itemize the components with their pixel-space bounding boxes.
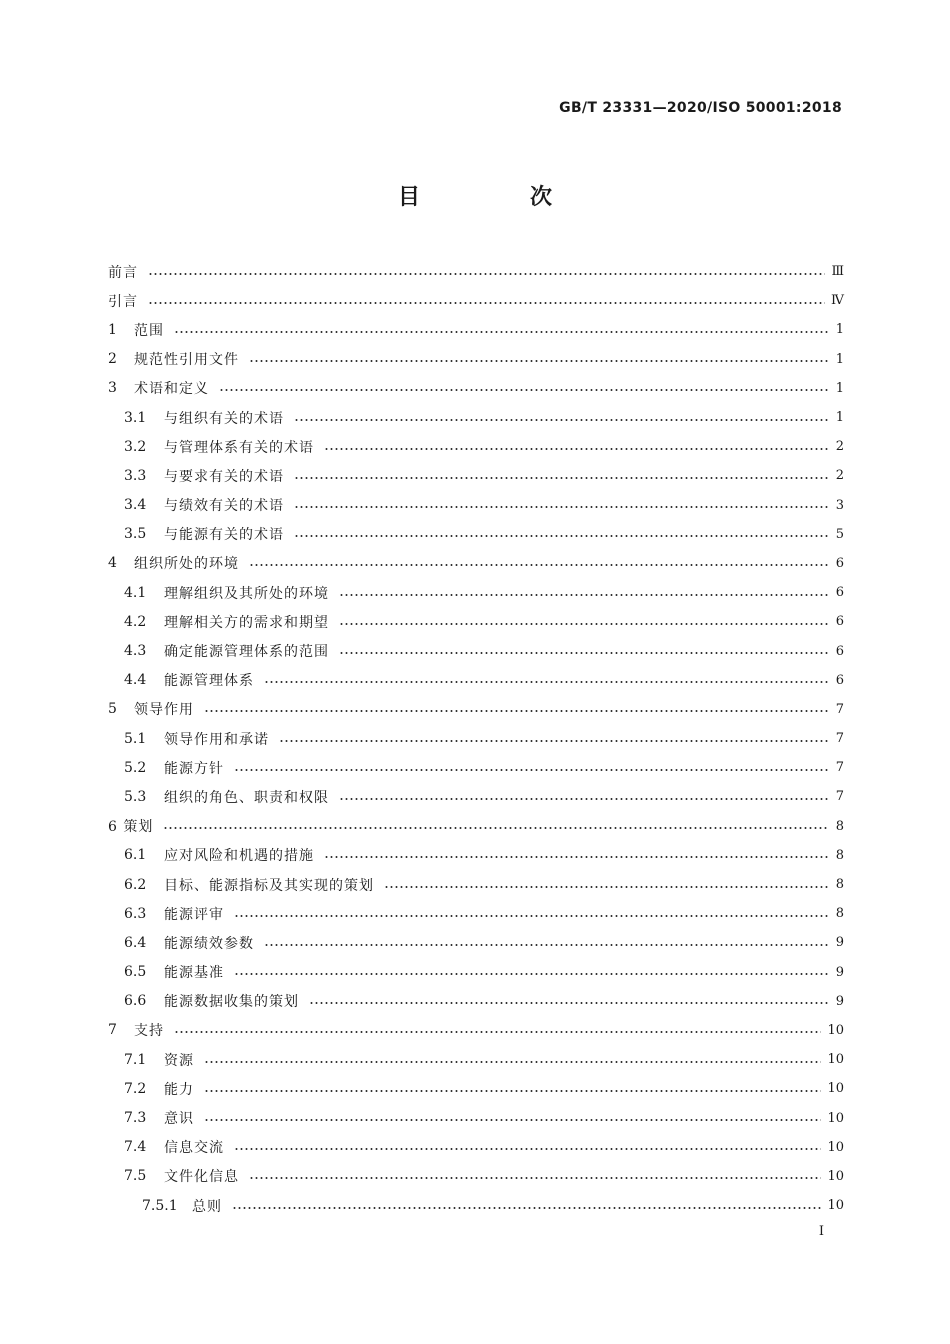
- toc-entry-label: 支持: [134, 1023, 164, 1040]
- toc-entry-page: Ⅳ: [831, 293, 844, 309]
- toc-entry[interactable]: [108, 958, 844, 987]
- toc-entry[interactable]: [108, 1133, 844, 1162]
- toc-dot-leader: [309, 1002, 828, 1004]
- toc-entry-number: 4.1: [124, 584, 147, 601]
- toc-dot-leader: [294, 535, 828, 537]
- toc-dot-leader: [324, 448, 828, 450]
- toc-entry[interactable]: [108, 899, 844, 928]
- toc-entry-number: 6.2: [124, 876, 147, 893]
- toc-dot-leader: [249, 360, 828, 362]
- toc-entry-page: 5: [835, 526, 844, 542]
- toc-dot-leader: [339, 623, 828, 625]
- toc-entry-label: 范围: [134, 322, 164, 339]
- toc-entry-number: 4.4: [124, 672, 147, 689]
- toc-entry-number: 3: [108, 380, 117, 397]
- toc-dot-leader: [339, 594, 828, 596]
- toc-entry[interactable]: [108, 520, 844, 549]
- toc-entry[interactable]: [108, 695, 844, 724]
- toc-entry-label: 规范性引用文件: [134, 352, 239, 369]
- toc-entry-number: 6.5: [124, 964, 147, 981]
- toc-entry-number: 2: [108, 351, 117, 368]
- toc-entry[interactable]: [108, 841, 844, 870]
- toc-entry-page: 3: [835, 497, 844, 513]
- toc-entry-label: 与管理体系有关的术语: [164, 439, 314, 456]
- toc-entry-page: 6: [835, 614, 844, 630]
- toc-entry-label: 与组织有关的术语: [164, 410, 284, 427]
- toc-entry[interactable]: [108, 1191, 844, 1220]
- page-title: 目 次: [397, 185, 596, 210]
- toc-entry-page: 6: [835, 555, 844, 571]
- toc-entry-label: 能源评审: [164, 906, 224, 923]
- toc-dot-leader: [264, 681, 828, 683]
- toc-dot-leader: [204, 1090, 821, 1092]
- toc-dot-leader: [234, 973, 828, 975]
- toc-entry[interactable]: [108, 753, 844, 782]
- toc-entry-page: 8: [835, 847, 844, 863]
- toc-entry[interactable]: [108, 928, 844, 957]
- toc-entry-label: 意识: [164, 1111, 194, 1128]
- toc-entry[interactable]: [108, 286, 844, 315]
- toc-entry[interactable]: [108, 257, 844, 286]
- toc-entry[interactable]: [108, 870, 844, 899]
- toc-entry-number: 4: [108, 555, 117, 572]
- toc-entry-number: 6.1: [124, 847, 147, 864]
- toc-entry[interactable]: [108, 1103, 844, 1132]
- toc-dot-leader: [204, 1061, 821, 1063]
- toc-entry-page: 6: [835, 585, 844, 601]
- toc-dot-leader: [234, 769, 828, 771]
- toc-entry-label: 领导作用: [134, 702, 194, 719]
- toc-entry-number: 7.5.1: [142, 1197, 178, 1214]
- toc-entry-label: 能源绩效参数: [164, 935, 254, 952]
- toc-entry-page: 1: [835, 322, 844, 338]
- toc-entry-label: 前言: [108, 264, 138, 281]
- toc-entry[interactable]: [108, 461, 844, 490]
- toc-dot-leader: [294, 506, 828, 508]
- toc-entry-label: 与能源有关的术语: [164, 527, 284, 544]
- toc-entry[interactable]: [108, 491, 844, 520]
- toc-entry-page: 7: [835, 731, 844, 747]
- toc-entry-page: 9: [835, 964, 844, 980]
- toc-entry-label: 理解相关方的需求和期望: [164, 614, 329, 631]
- toc-entry[interactable]: [108, 782, 844, 811]
- toc-dot-leader: [232, 1207, 821, 1209]
- toc-entry-label: 组织的角色、职责和权限: [164, 789, 329, 806]
- toc-entry-number: 7.3: [124, 1110, 147, 1127]
- toc-entry-label: 能源方针: [164, 760, 224, 777]
- toc-entry-page: 6: [835, 643, 844, 659]
- toc-entry-page: 9: [835, 993, 844, 1009]
- toc-entry[interactable]: [108, 666, 844, 695]
- toc-entry-page: 2: [835, 439, 844, 455]
- toc-entry[interactable]: [108, 403, 844, 432]
- toc-dot-leader: [174, 331, 828, 333]
- toc-entry-page: 7: [835, 789, 844, 805]
- toc-entry-page: 6: [835, 672, 844, 688]
- toc-entry-page: 1: [835, 351, 844, 367]
- toc-entry-number: 4.3: [124, 643, 147, 660]
- toc-entry[interactable]: [108, 1162, 844, 1191]
- toc-entry-page: 7: [835, 701, 844, 717]
- toc-entry[interactable]: [108, 987, 844, 1016]
- toc-entry-number: 4.2: [124, 613, 147, 630]
- toc-entry-page: 10: [827, 1052, 844, 1068]
- toc-entry-number: 3.5: [124, 526, 147, 543]
- toc-entry-label: 确定能源管理体系的范围: [164, 644, 329, 661]
- toc-dot-leader: [324, 856, 828, 858]
- toc-entry-label: 6 策划: [108, 819, 154, 836]
- toc-dot-leader: [249, 1177, 821, 1179]
- toc-entry[interactable]: [108, 1045, 844, 1074]
- toc-entry-label: 应对风险和机遇的措施: [164, 848, 314, 865]
- toc-dot-leader: [264, 944, 828, 946]
- toc-entry-label: 术语和定义: [134, 381, 209, 398]
- toc-entry-label: 能源数据收集的策划: [164, 994, 299, 1011]
- toc-entry-number: 1: [108, 321, 117, 338]
- toc-entry-page: 10: [827, 1110, 844, 1126]
- toc-dot-leader: [234, 1148, 821, 1150]
- toc-entry-page: 2: [835, 468, 844, 484]
- toc-dot-leader: [148, 273, 825, 275]
- toc-entry-number: 3.1: [124, 409, 147, 426]
- toc-entry-label: 与要求有关的术语: [164, 468, 284, 485]
- toc-entry[interactable]: [108, 345, 844, 374]
- toc-entry-number: 6.4: [124, 934, 147, 951]
- toc-entry-number: 6.6: [124, 993, 147, 1010]
- toc-entry-number: 7: [108, 1022, 117, 1039]
- toc-dot-leader: [339, 652, 828, 654]
- toc-entry-label: 文件化信息: [164, 1169, 239, 1186]
- toc-entry-number: 5.3: [124, 788, 147, 805]
- toc-entry-label: 领导作用和承诺: [164, 731, 269, 748]
- toc-dot-leader: [204, 710, 828, 712]
- toc-entry-number: 7.1: [124, 1051, 147, 1068]
- toc-entry-page: 1: [835, 410, 844, 426]
- toc-entry-label: 引言: [108, 293, 138, 310]
- toc-entry[interactable]: [108, 812, 844, 841]
- toc-entry-page: 10: [827, 1081, 844, 1097]
- toc-entry-number: 5.2: [124, 759, 147, 776]
- toc-entry-label: 理解组织及其所处的环境: [164, 585, 329, 602]
- toc-entry-number: 3.4: [124, 497, 147, 514]
- toc-dot-leader: [234, 915, 828, 917]
- toc-entry[interactable]: [108, 432, 844, 461]
- toc-entry-number: 7.2: [124, 1080, 147, 1097]
- toc-entry-label: 组织所处的环境: [134, 556, 239, 573]
- toc-entry-label: 能力: [164, 1081, 194, 1098]
- toc-entry-page: 10: [827, 1022, 844, 1038]
- page-number: I: [818, 1224, 824, 1239]
- toc-entry-page: 7: [835, 760, 844, 776]
- toc-dot-leader: [294, 477, 828, 479]
- toc-entry-label: 与绩效有关的术语: [164, 498, 284, 515]
- toc-entry-number: 5: [108, 701, 117, 718]
- toc-entry-label: 目标、能源指标及其实现的策划: [164, 877, 374, 894]
- toc-entry-page: 1: [835, 380, 844, 396]
- toc-entry-label: 总则: [192, 1198, 222, 1215]
- toc-dot-leader: [339, 798, 828, 800]
- toc-dot-leader: [279, 740, 828, 742]
- toc-entry-number: 5.1: [124, 730, 147, 747]
- toc-entry-number: 7.5: [124, 1168, 147, 1185]
- toc-entry-number: 7.4: [124, 1139, 147, 1156]
- toc-entry-page: 8: [835, 877, 844, 893]
- toc-entry[interactable]: [108, 636, 844, 665]
- toc-entry-label: 信息交流: [164, 1140, 224, 1157]
- standard-code: GB/T 23331—2020/ISO 50001:2018: [559, 100, 842, 116]
- toc-entry-page: 8: [835, 818, 844, 834]
- toc-entry-number: 6.3: [124, 905, 147, 922]
- toc-entry-number: 3.3: [124, 467, 147, 484]
- toc-entry[interactable]: [108, 578, 844, 607]
- toc-dot-leader: [204, 1119, 821, 1121]
- toc-entry[interactable]: [108, 1016, 844, 1045]
- toc-entry[interactable]: [108, 549, 844, 578]
- toc-dot-leader: [174, 1031, 821, 1033]
- toc-dot-leader: [249, 564, 828, 566]
- toc-entry-number: 3.2: [124, 438, 147, 455]
- table-of-contents: [108, 257, 844, 1220]
- toc-dot-leader: [163, 827, 828, 829]
- toc-entry-page: 10: [827, 1198, 844, 1214]
- toc-dot-leader: [384, 886, 828, 888]
- toc-entry-page: 10: [827, 1168, 844, 1184]
- toc-entry[interactable]: [108, 315, 844, 344]
- toc-entry[interactable]: [108, 607, 844, 636]
- toc-entry[interactable]: [108, 374, 844, 403]
- toc-entry-page: Ⅲ: [831, 264, 844, 280]
- toc-entry-label: 能源管理体系: [164, 673, 254, 690]
- toc-entry[interactable]: [108, 724, 844, 753]
- toc-entry-page: 10: [827, 1139, 844, 1155]
- toc-entry[interactable]: [108, 1074, 844, 1103]
- toc-entry-page: 8: [835, 906, 844, 922]
- toc-dot-leader: [294, 419, 828, 421]
- toc-dot-leader: [148, 302, 825, 304]
- toc-entry-label: 能源基准: [164, 965, 224, 982]
- toc-entry-label: 资源: [164, 1052, 194, 1069]
- toc-dot-leader: [219, 389, 828, 391]
- toc-entry-page: 9: [835, 935, 844, 951]
